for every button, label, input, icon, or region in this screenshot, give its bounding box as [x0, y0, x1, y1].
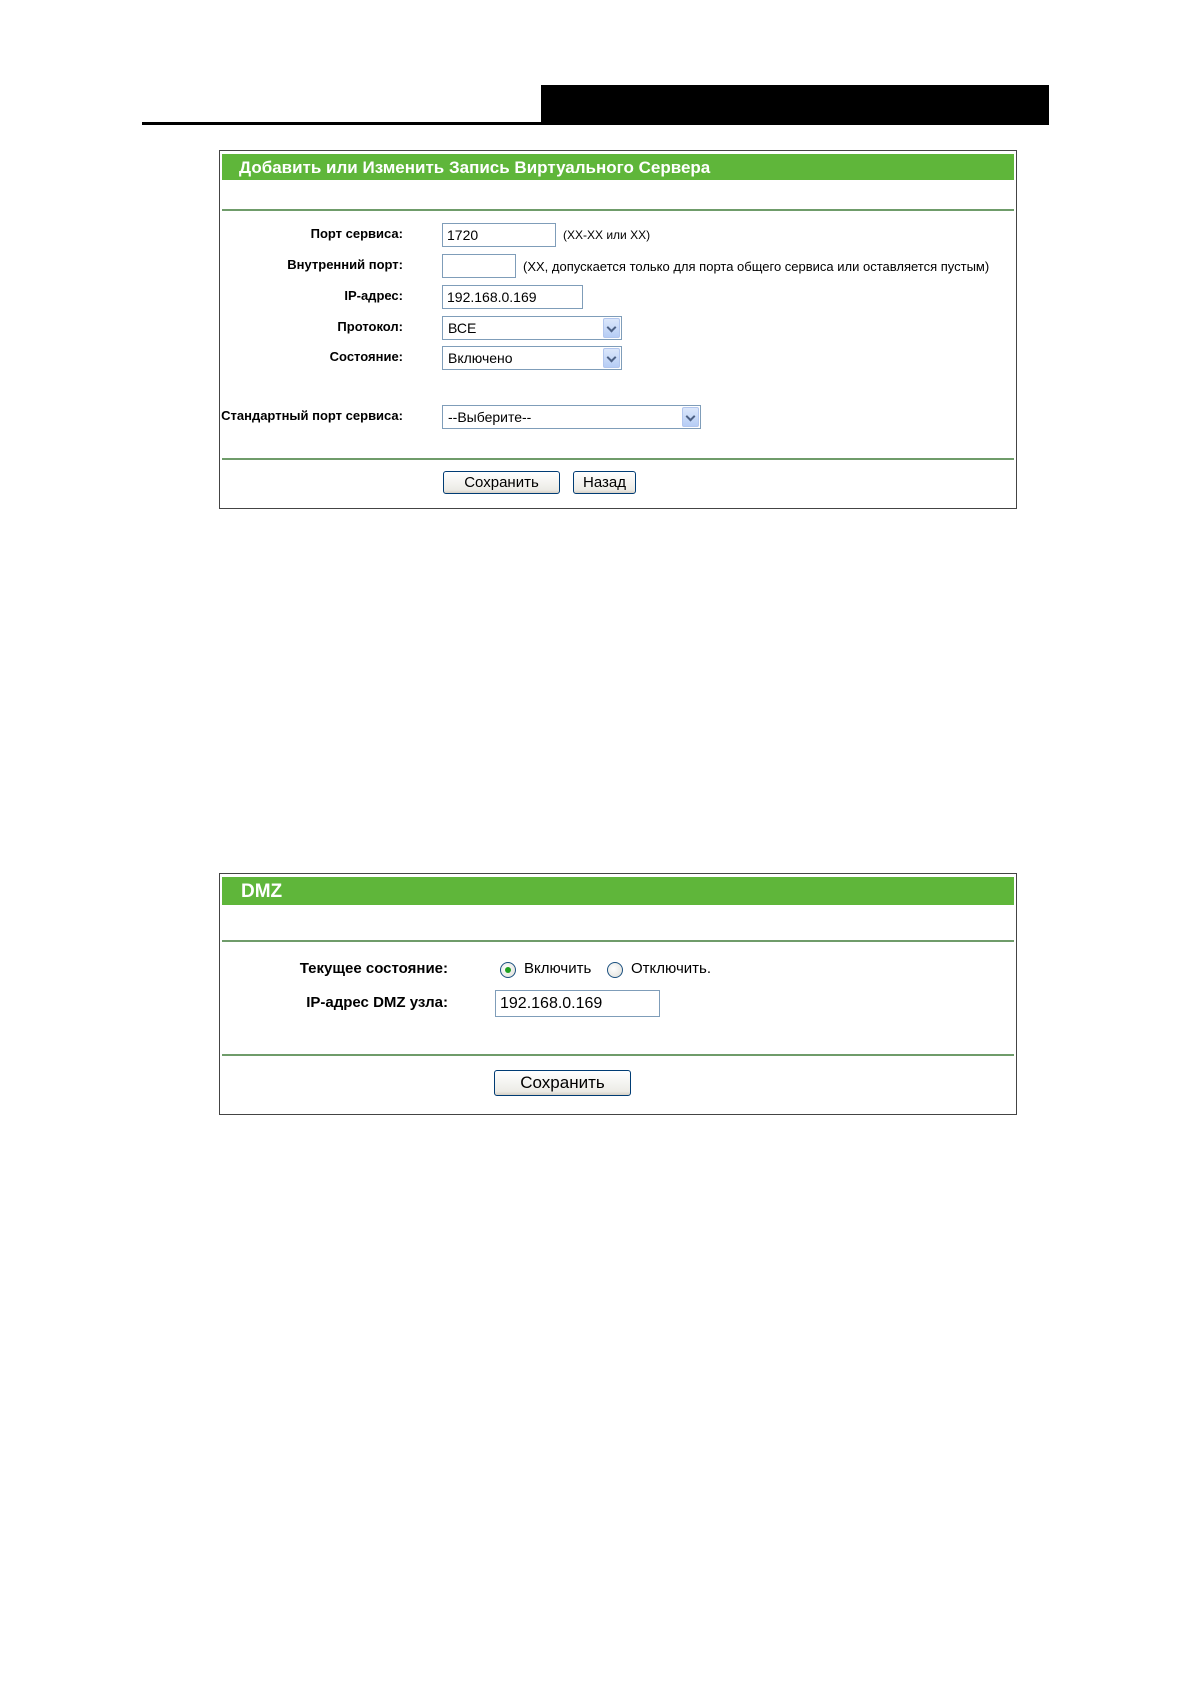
protocol-label: Протокол: [337, 319, 403, 334]
dmz-save-button[interactable]: Сохранить [494, 1070, 631, 1096]
status-select[interactable] [442, 346, 622, 370]
enable-radio[interactable] [500, 962, 516, 978]
chevron-down-icon[interactable] [603, 348, 620, 368]
dmz-host-ip-label: IP-адрес DMZ узла: [306, 994, 448, 1011]
virtual-server-top-rule [222, 209, 1014, 211]
page-header-bar [541, 85, 1049, 125]
status-label: Состояние: [329, 349, 403, 364]
virtual-server-title: Добавить или Изменить Запись Виртуального Сервера [222, 154, 1014, 180]
ip-address-input[interactable] [442, 285, 583, 309]
internal-port-label: Внутренний порт: [287, 257, 403, 272]
disable-radio[interactable] [607, 962, 623, 978]
enable-radio-label[interactable]: Включить [524, 960, 592, 977]
dmz-host-ip-input[interactable] [495, 990, 660, 1017]
common-service-port-select[interactable] [442, 405, 701, 429]
internal-port-input[interactable] [442, 254, 516, 278]
disable-radio-label[interactable]: Отключить. [631, 960, 711, 977]
common-service-port-label: Стандартный порт сервиса: [221, 408, 403, 423]
page-header-rule [142, 122, 1049, 125]
status-selected-value: Включено [448, 350, 513, 366]
back-button[interactable]: Назад [573, 471, 636, 494]
internal-port-hint: (XX, допускается только для порта общего сервиса или оставляется пустым) [523, 259, 990, 274]
dmz-bottom-rule [222, 1054, 1014, 1056]
chevron-down-icon[interactable] [603, 318, 620, 338]
service-port-hint: (XX-XX или XX) [563, 228, 651, 242]
current-state-label: Текущее состояние: [299, 960, 448, 977]
service-port-input[interactable] [442, 223, 556, 247]
save-button[interactable]: Сохранить [443, 471, 560, 494]
chevron-down-icon[interactable] [682, 407, 699, 427]
virtual-server-bottom-rule [222, 458, 1014, 460]
service-port-label: Порт сервиса: [310, 226, 403, 241]
protocol-selected-value: ВСЕ [448, 320, 477, 336]
dmz-top-rule [222, 940, 1014, 942]
protocol-select[interactable] [442, 316, 622, 340]
dmz-title: DMZ [222, 877, 1014, 905]
virtual-server-panel [219, 150, 1017, 509]
dmz-panel [219, 873, 1017, 1115]
common-service-port-selected-value: --Выберите-- [448, 409, 532, 425]
ip-address-label: IP-адрес: [344, 288, 403, 303]
